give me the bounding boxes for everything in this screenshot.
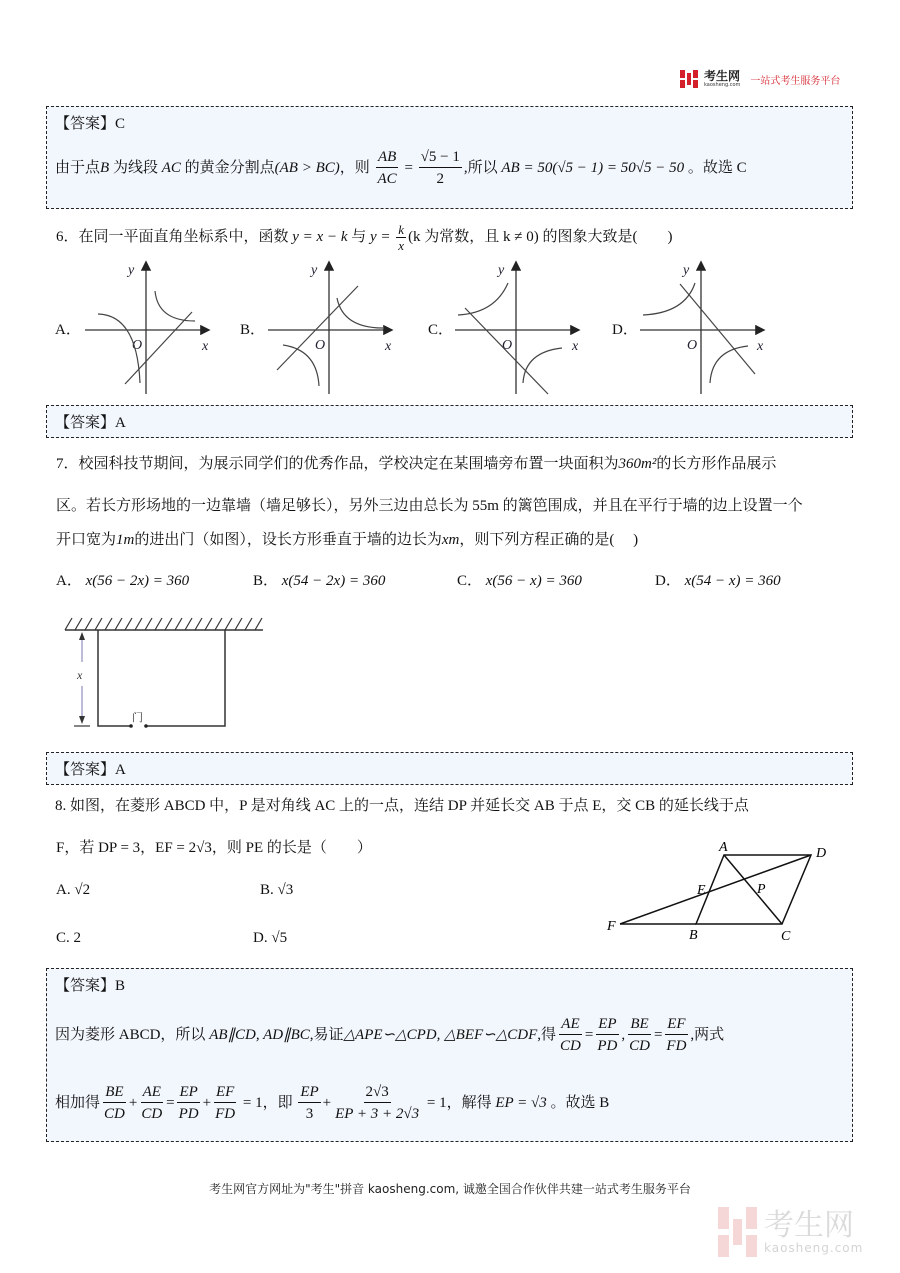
q5-explanation: 由于点B 为线段 AC 的黄金分割点(AB > BC)，则 $\frac{AB}{AC}$ = $\frac{√5 - 1}{2}$ ,所以 AB = 50(√5 − 1) = 50√5 − 50 。故选 C xyxy=(55,147,747,190)
q6-option-d-label[interactable]: D． xyxy=(612,322,638,338)
svg-text:x: x xyxy=(757,339,764,354)
svg-text:P: P xyxy=(757,882,766,897)
svg-text:D: D xyxy=(816,846,827,861)
header-slogan: 一站式考生服务平台 xyxy=(750,75,841,87)
q8-explanation-line-2: 相加得 $\frac{BE}{CD}$ + $\frac{AE}{CD}$ = $\frac{EP}{PD}$ + $\frac{EF}{FD}$ = 1，即 $\frac{EP}{3}$ + $\frac{2√3}{EP + 3 + 2√3}$ = 1，解得 EP = √3 。故选 B xyxy=(55,1084,610,1122)
logo-name: 考生网 xyxy=(704,69,741,83)
q6-option-b-label[interactable]: B． xyxy=(240,322,266,338)
svg-text:O: O xyxy=(687,338,698,353)
kaosheng-watermark-icon xyxy=(718,1207,758,1259)
q8-rhombus-figure xyxy=(600,835,840,945)
q7-answer-box xyxy=(46,752,853,785)
logo-domain: kaosheng.com xyxy=(704,82,741,88)
q8-line-2: F，若 DP = 3，EF = 2√3，则 PE 的长是（ ） xyxy=(56,840,372,856)
q8-explanation-line-1: 因为菱形 ABCD，所以 AB∥CD, AD∥BC,易证△APE∽△CPD, △BEF∽△CDF,得 $\frac{AE}{CD}$ = $\frac{EP}{PD}$ , $\frac{BE}{CD}$ = $\frac{EF}{FD}$ ,两式 xyxy=(55,1016,725,1054)
svg-text:C: C xyxy=(781,929,791,944)
svg-text:x: x xyxy=(572,339,579,354)
header-logo xyxy=(680,70,840,88)
watermark-logo xyxy=(718,1207,863,1259)
svg-text:y: y xyxy=(683,263,690,278)
q8-option-a[interactable]: A. √2 xyxy=(56,882,91,898)
svg-text:E: E xyxy=(697,883,706,898)
q8-answer-box xyxy=(46,968,853,1142)
q5-answer-box xyxy=(46,106,853,209)
svg-text:x: x xyxy=(385,339,392,354)
svg-text:O: O xyxy=(315,338,326,353)
answer-label: 【答案】C xyxy=(55,116,126,132)
kaosheng-logo-icon xyxy=(680,70,698,88)
svg-text:O: O xyxy=(132,338,143,353)
svg-text:门: 门 xyxy=(132,712,143,724)
svg-text:x: x xyxy=(202,339,209,354)
fraction: $\frac{AB}{AC}$ xyxy=(377,149,397,187)
q6-answer-box xyxy=(46,405,853,438)
q6-graph-b xyxy=(263,258,403,398)
svg-text:x: x xyxy=(77,668,83,682)
fraction: $\frac{√5 - 1}{2}$ xyxy=(420,149,460,187)
svg-text:y: y xyxy=(128,263,135,278)
q7-option-b[interactable]: B． x(54 − 2x) = 360 xyxy=(253,573,386,589)
q8-option-c[interactable]: C. 2 xyxy=(56,930,82,946)
svg-text:F: F xyxy=(607,919,616,934)
answer-label: 【答案】A xyxy=(55,415,126,431)
q7-line-2: 区。若长方形场地的一边靠墙（墙足够长），另外三边由总长为 55m 的篱笆围成，并且在平行于墙的边上设置一个 xyxy=(56,498,803,514)
q7-option-c[interactable]: C． x(56 − x) = 360 xyxy=(457,573,582,589)
q7-line-1: 7．校园科技节期间，为展示同学们的优秀作品，学校决定在某围墙旁布置一块面积为360m²的长方形作品展示 xyxy=(56,456,777,472)
svg-text:B: B xyxy=(689,928,698,943)
q8-line-1: 8. 如图，在菱形 ABCD 中，P 是对角线 AC 上的一点，连结 DP 并延长交 AB 于点 E，交 CB 的延长线于点 xyxy=(55,798,749,814)
svg-text:y: y xyxy=(311,263,318,278)
q6-graph-a xyxy=(80,258,220,398)
answer-label: 【答案】B xyxy=(55,978,126,994)
watermark-name: 考生网 xyxy=(764,1208,854,1243)
q8-option-d[interactable]: D. √5 xyxy=(253,930,288,946)
svg-text:A: A xyxy=(719,840,728,855)
q6-option-c-label[interactable]: C． xyxy=(428,322,454,338)
q6-stem: 6．在同一平面直角坐标系中，函数 y = x − k 与 y = $\frac{k}{x}$ (k 为常数，且 k ≠ 0) 的图象大致是( ) xyxy=(56,222,673,253)
svg-text:O: O xyxy=(502,338,513,353)
watermark-domain: kaosheng.com xyxy=(764,1241,864,1255)
q7-option-a[interactable]: A． x(56 − 2x) = 360 xyxy=(56,573,190,589)
q6-option-a-label[interactable]: A． xyxy=(55,322,81,338)
q6-graph-c xyxy=(450,258,590,398)
svg-text:y: y xyxy=(498,263,505,278)
footer-text: 考生网官方网址为"考生"拼音 kaosheng.com, 诚邀全国合作伙伴共建一站式考生服务平台 xyxy=(209,1182,691,1196)
q7-option-d[interactable]: D． x(54 − x) = 360 xyxy=(655,573,781,589)
answer-label: 【答案】A xyxy=(55,762,126,778)
q6-graph-d xyxy=(635,258,775,398)
q7-fence-figure xyxy=(60,612,270,737)
q7-line-3: 开口宽为1m的进出门（如图），设长方形垂直于墙的边长为xm，则下列方程正确的是( ) xyxy=(56,532,639,548)
q8-option-b[interactable]: B. √3 xyxy=(260,882,294,898)
